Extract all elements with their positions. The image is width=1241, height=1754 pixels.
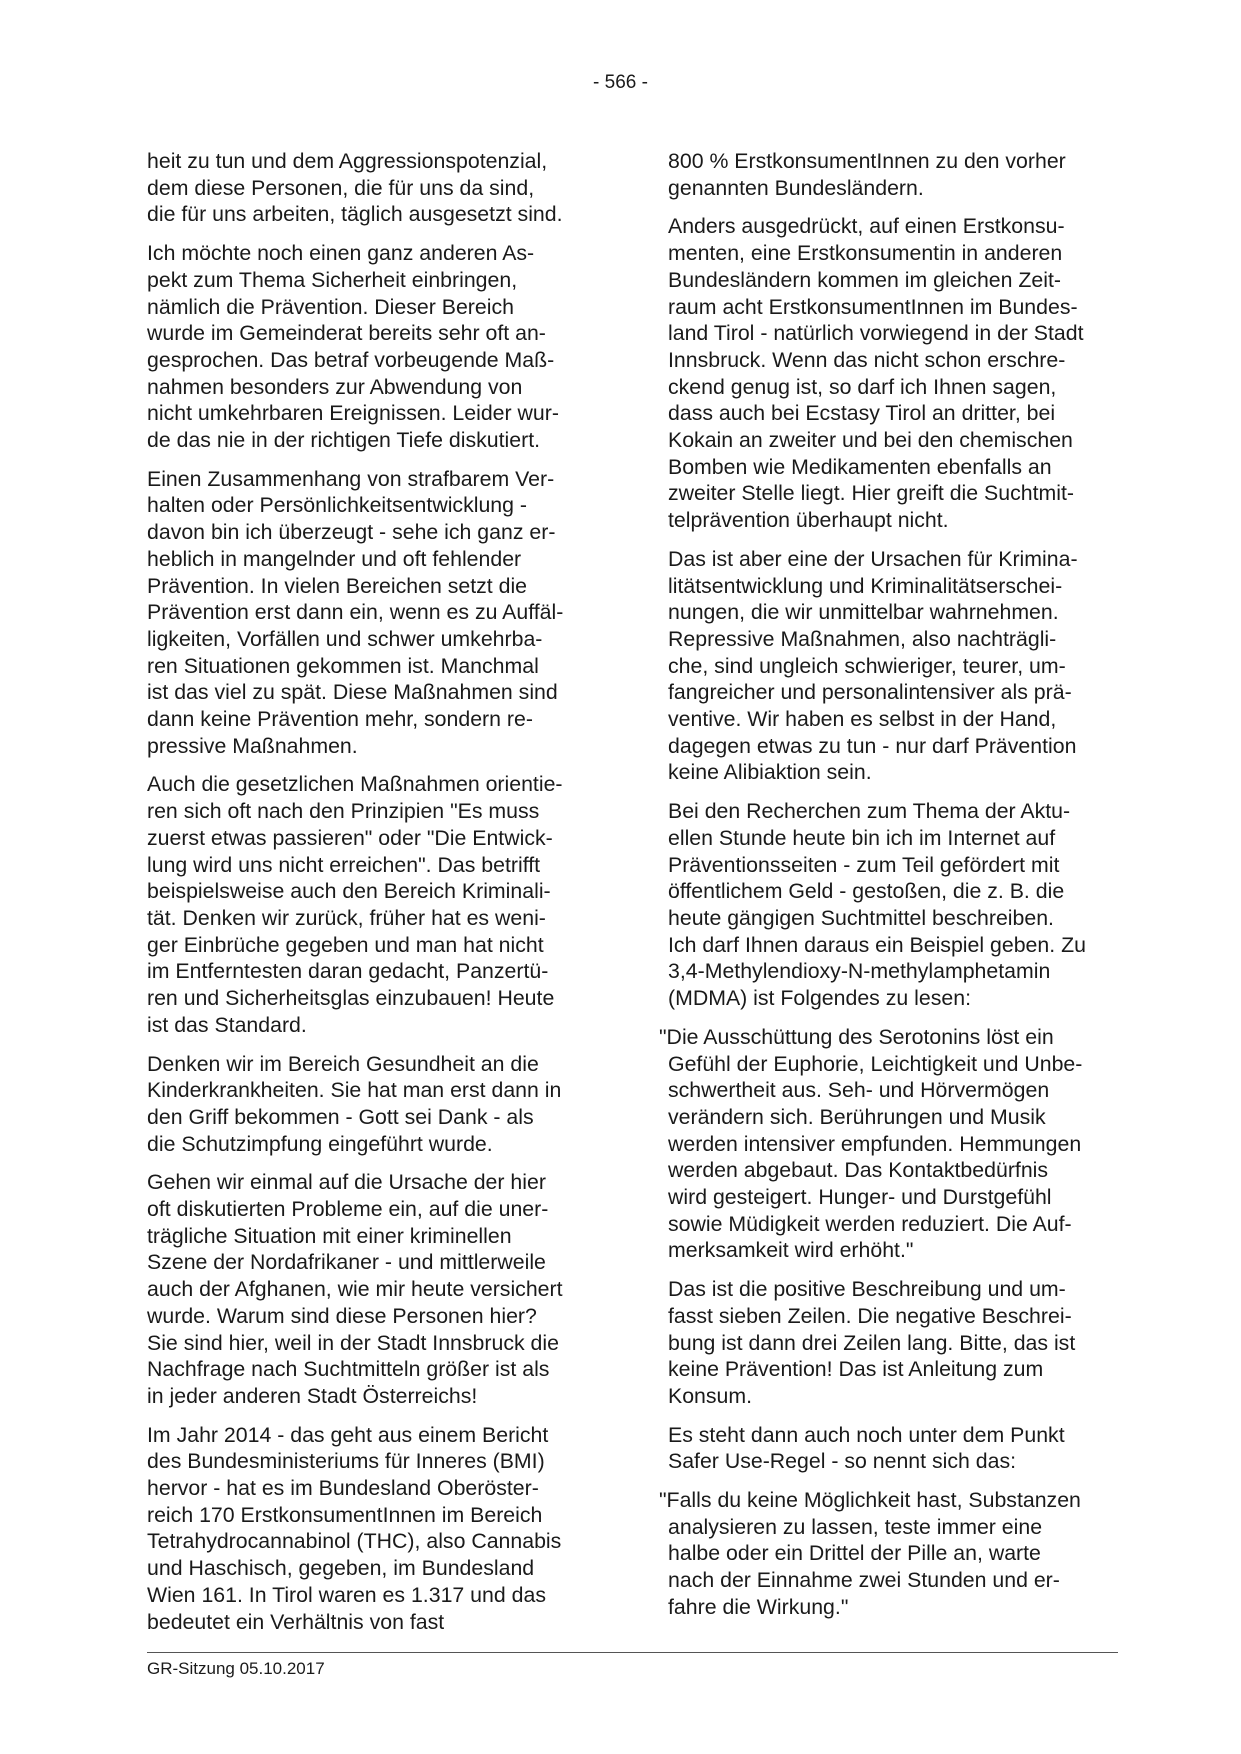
quote-paragraph: "Falls du keine Möglichkeit hast, Substanzen analysieren zu lassen, teste immer eine halbe oder ein Drittel der Pille an, warte nach der Einnahme zwei Stunden und er- fahre die Wirkung." — [659, 1488, 1081, 1619]
paragraph: Das ist aber eine der Ursachen für Krimina- litätsentwicklung und Kriminalitätserschei- nungen, die wir unmittelbar wahrnehmen. Repressive Maßnahmen, also nachträgli- che, sind ungleich schwieriger, teurer, um- fangreicher und personalintensiver als prä- ventive. Wir haben es selbst in der Hand, dagegen etwas zu tun - nur darf Prävention keine Alibiaktion sein. — [668, 546, 1078, 785]
paragraph: heit zu tun und dem Aggressionspotenzial, dem diese Personen, die für uns da sind, die für uns arbeiten, täglich ausgesetzt sind. — [147, 149, 563, 227]
paragraph: Denken wir im Bereich Gesundheit an die Kinderkrankheiten. Sie hat man erst dann in den Griff bekommen - Gott sei Dank - als die Schutzimpfung eingeführt wurde. — [147, 1051, 562, 1156]
paragraph: Anders ausgedrückt, auf einen Erstkonsu- menten, eine Erstkonsumentin in anderen Bundesländern kommen im gleichen Zeit- raum acht ErstkonsumentInnen im Bundes- land Tirol - natürlich vorwiegend in der Stadt Innsbruck. Wenn das nicht schon erschre- ckend genug ist, so darf ich Ihnen sagen, dass auch bei Ecstasy Tirol an dritter, bei Kokain an zweiter und bei den chemischen Bomben wie Medikamenten ebenfalls an zweiter Stelle liegt. Hier greift die Suchtmit- telprävention überhaupt nicht. — [668, 214, 1084, 533]
paragraph: Im Jahr 2014 - das geht aus einem Bericht des Bundesministeriums für Inneres (BMI) hervor - hat es im Bundesland Oberöster- reich 170 ErstkonsumentInnen im Bereich Tetrahydrocannabinol (THC), also Cannabis und Haschisch, gegeben, im Bundesland Wien 161. In Tirol waren es 1.317 und das bedeutet ein Verhältnis von fast — [147, 1422, 562, 1634]
footer-divider — [147, 1652, 1118, 1653]
paragraph: Das ist die positive Beschreibung und um- fasst sieben Zeilen. Die negative Beschrei- bung ist dann drei Zeilen lang. Bitte, das ist keine Prävention! Das ist Anleitung zum Konsum. — [668, 1277, 1076, 1408]
paragraph: Einen Zusammenhang von strafbarem Ver- halten oder Persönlichkeitsentwicklung - davon bin ich überzeugt - sehe ich ganz er- heblich in mangelnder und oft fehlender Prävention. In vielen Bereichen setzt die Prävention erst dann ein, wenn es zu Auffäl- ligkeiten, Vorfällen und schwer umkehrba- ren Situationen gekommen ist. Manchmal ist das viel zu spät. Diese Maßnahmen sind dann keine Prävention mehr, sondern re- pressive Maßnahmen. — [147, 466, 564, 758]
quote-paragraph: "Die Ausschüttung des Serotonins löst ein Gefühl der Euphorie, Leichtigkeit und Unbe- schwertheit aus. Seh- und Hörvermögen verändern sich. Berührungen und Musik werden intensiver empfunden. Hemmungen werden abgebaut. Das Kontaktbedürfnis wird gesteigert. Hunger- und Durstgefühl sowie Müdigkeit werden reduziert. Die Auf- merksamkeit wird erhöht." — [659, 1024, 1083, 1263]
left-column — [147, 148, 592, 1647]
paragraph: Es steht dann auch noch unter dem Punkt Safer Use-Regel - so nennt sich das: — [668, 1422, 1065, 1474]
paragraph: 800 % ErstkonsumentInnen zu den vorher genannten Bundesländern. — [668, 149, 1066, 200]
paragraph: Gehen wir einmal auf die Ursache der hier oft diskutierten Probleme ein, auf die uner- trägliche Situation mit einer kriminellen Szene der Nordafrikaner - und mittlerweile auch der Afghanen, wie mir heute versichert wurde. Warum sind diese Personen hier? Sie sind hier, weil in der Stadt Innsbruck die Nachfrage nach Suchtmitteln größer ist als in jeder anderen Stadt Österreichs! — [147, 1170, 563, 1408]
footer-session-date: GR-Sitzung 05.10.2017 — [147, 1659, 325, 1678]
paragraph: Ich möchte noch einen ganz anderen As- pekt zum Thema Sicherheit einbringen, nämlich die Prävention. Dieser Bereich wurde im Gemeinderat bereits sehr oft an- gesprochen. Das betraf vorbeugende Maß- nahmen besonders zur Abwendung von nicht umkehrbaren Ereignissen. Leider wur- de das nie in der richtigen Tiefe diskutiert. — [147, 241, 559, 453]
page-number: - 566 - — [593, 72, 648, 93]
paragraph: Auch die gesetzlichen Maßnahmen orientie- ren sich oft nach den Prinzipien "Es muss zuerst etwas passieren" oder "Die Entwick- lung wird uns nicht erreichen". Das betrifft beispielsweise auch den Bereich Kriminali- tät. Denken wir zurück, früher hat es weni- ger Einbrüche gegeben und man hat nicht im Entferntesten daran gedacht, Panzertü- ren und Sicherheitsglas einzubauen! Heute ist das Standard. — [147, 772, 563, 1037]
right-column — [659, 148, 1118, 1633]
paragraph: Bei den Recherchen zum Thema der Aktu- ellen Stunde heute bin ich im Internet auf Präventionsseiten - zum Teil gefördert mit öffentlichem Geld - gestoßen, die z. B. die heute gängigen Suchtmittel beschreiben. Ich darf Ihnen daraus ein Beispiel geben. Zu 3,4-Methylendioxy-N-methylamphetamin (MDMA) ist Folgendes zu lesen: — [668, 799, 1086, 1011]
